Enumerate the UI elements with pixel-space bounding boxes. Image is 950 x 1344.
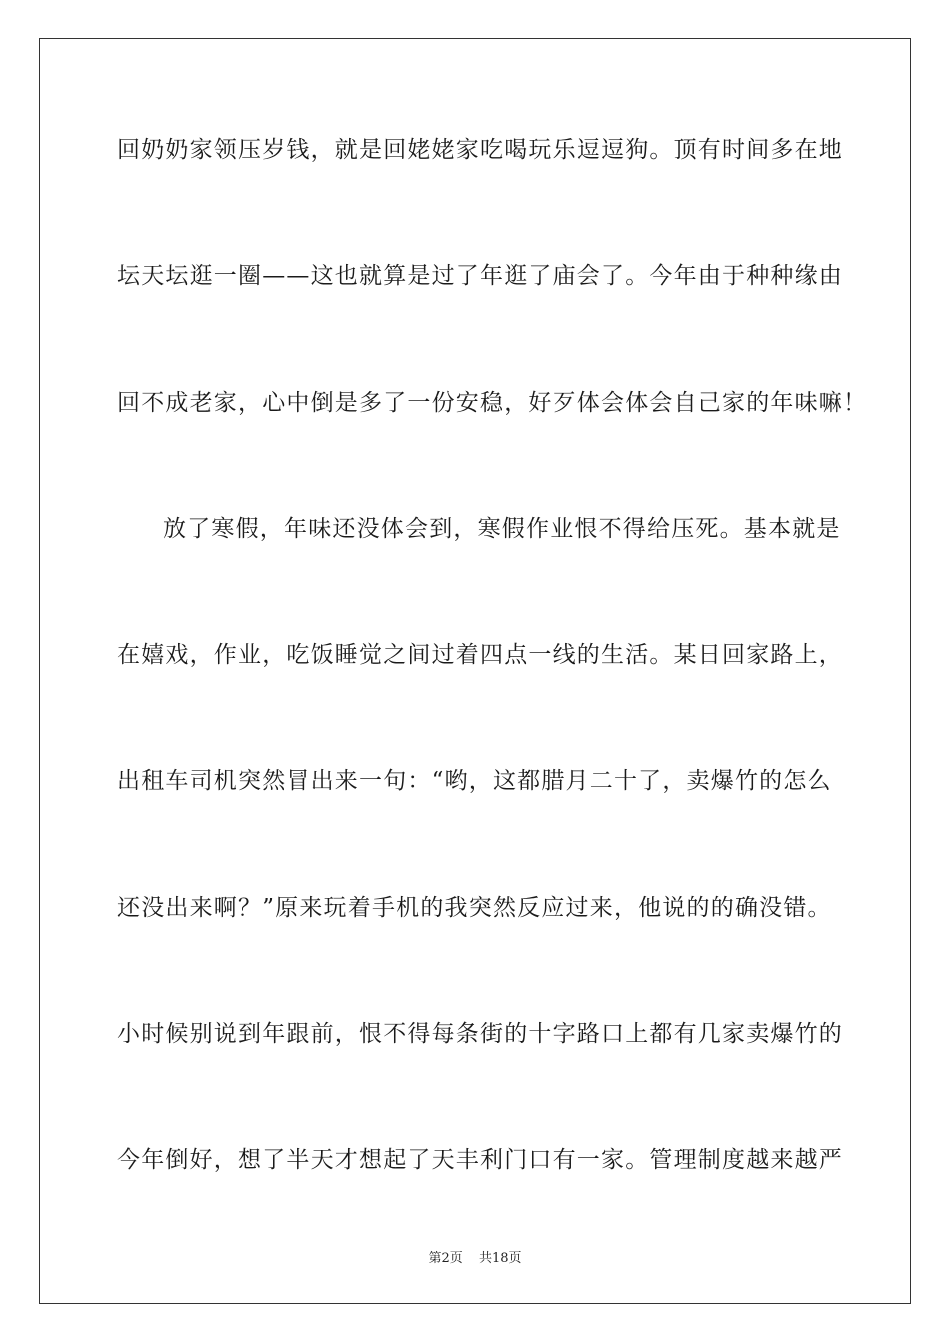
text-line: 小时候别说到年跟前，恨不得每条街的十字路口上都有几家卖爆竹的 (117, 1021, 843, 1048)
page-total: 共18页 (478, 1251, 522, 1266)
document-body (117, 128, 868, 1183)
text-line: 坛天坛逛一圈——这也就算是过了年逛了庙会了。今年由于种种缘由 (117, 263, 843, 290)
text-line: 在嬉戏，作业，吃饭睡觉之间过着四点一线的生活。某日回家路上， (117, 642, 843, 669)
paragraph-start-line: 放了寒假，年味还没体会到，寒假作业恨不得给压死。基本就是 (163, 515, 841, 542)
text-line: 回不成老家，心中倒是多了一份安稳，好歹体会体会自己家的年味嘛！ (117, 389, 868, 416)
text-line: 出租车司机突然冒出来一句：“哟，这都腊月二十了，卖爆竹的怎么 (117, 768, 832, 795)
text-line: 回奶奶家领压岁钱，就是回姥姥家吃喝玩乐逗逗狗。顶有时间多在地 (117, 137, 843, 163)
text-line: 还没出来啊？”原来玩着手机的我突然反应过来，他说的的确没错。 (117, 894, 832, 921)
page-number: 第2页 (428, 1251, 463, 1266)
page-footer (0, 1247, 950, 1266)
text-line: 今年倒好，想了半天才想起了天丰利门口有一家。管理制度越来越严 (117, 1147, 843, 1174)
